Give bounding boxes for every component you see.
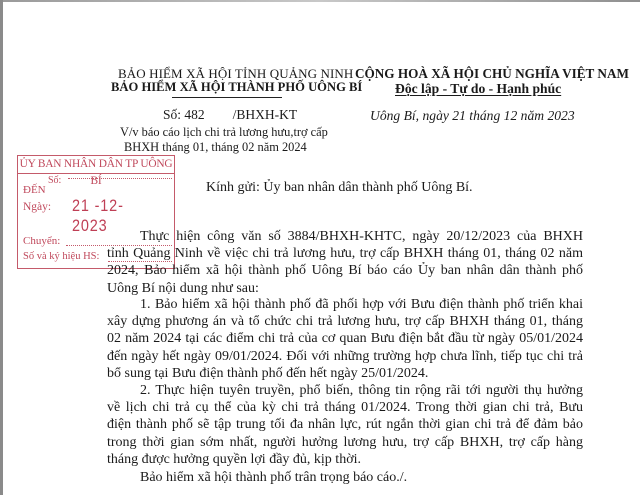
national-title: CỘNG HOÀ XÃ HỘI CHỦ NGHĨA VIỆT NAM — [355, 66, 629, 81]
stamp-forward-label: Chuyển: — [23, 235, 61, 247]
item-2-line: 2. Thực hiện tuyên truyền, phổ biến, thông tin rộng rãi tới người thụ hưởng — [140, 383, 583, 398]
item-1-line: bổ sung tại Bưu điện thành phố đến hết ngày 25/01/2024. — [107, 365, 429, 381]
scan-edge-left — [0, 0, 3, 495]
stamp-date-label: Ngày: — [23, 201, 52, 213]
national-motto: Độc lập - Tự do - Hạnh phúc — [395, 81, 562, 96]
stamp-title: ỦY BAN NHÂN DÂN TP UÔNG BÍ — [19, 158, 173, 187]
stamp-received-date: 21 -12- 2023 — [72, 196, 124, 235]
parent-organization: BẢO HIỂM XÃ HỘI TỈNH QUẢNG NINH — [118, 66, 354, 81]
closing-line: Bảo hiểm xã hội thành phố trân trọng báo cáo./. — [140, 470, 408, 485]
doc-number-prefix: Số: — [163, 107, 182, 122]
item-1-paragraph — [107, 296, 583, 382]
doc-code: /BHXH-KT — [232, 107, 298, 122]
closing-paragraph — [107, 469, 583, 486]
scan-edge-top — [0, 0, 640, 2]
item-1-line: đến ngày hết ngày 09/01/2024. Đối với những trường hợp chưa lĩnh, tiếp tục chi trả — [107, 348, 583, 364]
place-and-date: Uông Bí, ngày 21 tháng 12 năm 2023 — [370, 108, 575, 123]
item-2-paragraph — [107, 382, 583, 468]
intro-line: 2024, Bảo hiểm xã hội thành phố Uông Bí báo cáo Ủy ban nhân dân thành phố — [107, 263, 583, 279]
issuing-organization: BẢO HIỂM XÃ HỘI THÀNH PHỐ UÔNG BÍ — [111, 80, 363, 94]
document-number — [163, 107, 297, 123]
subject-line-1: V/v báo cáo lịch chi trả lương hưu,trợ cấp — [120, 125, 328, 139]
stamp-received-label: ĐẾN — [23, 184, 46, 196]
organization-underline — [172, 97, 282, 98]
recipient-greeting: Kính gửi: Ủy ban nhân dân thành phố Uông Bí. — [206, 180, 473, 195]
doc-number-value: 482 — [184, 107, 205, 122]
item-2-line: về lịch chi trả cụ thể của kỳ chi trả tháng 01/2024. Trong thời gian chi trả, Bưu — [107, 400, 583, 416]
intro-paragraph — [107, 228, 583, 297]
item-2-line: tháng được hưởng quyền lợi đầy đủ, kịp thời. — [107, 451, 361, 467]
intro-line: tỉnh Quảng Ninh về việc chi trả lương hưu, trợ cấp BHXH tháng 01, tháng 02 năm — [107, 246, 583, 262]
item-1-line: xây dựng phương án và tổ chức chi trả lương hưu, trợ cấp BHXH tháng 01, tháng — [107, 314, 583, 330]
intro-line: Thực hiện công văn số 3884/BHXH-KHTC, ngày 20/12/2023 của BHXH — [140, 229, 583, 244]
item-1-line: 02 năm 2024 tại các điểm chi trả của cơ quan Bưu điện bắt đầu từ ngày 05/01/2024 — [107, 331, 583, 347]
item-2-line: điện thành phố sẽ tập trung tối đa nhân lực, rút ngắn thời gian chi trả để đảm bảo — [107, 417, 583, 433]
item-1-line: 1. Bảo hiểm xã hội thành phố đã phối hợp với Bưu điện thành phố triển khai — [140, 297, 583, 312]
stamp-file-label: Số và ký hiệu HS: — [23, 251, 100, 262]
stamp-number-label: Số: — [48, 175, 62, 186]
item-2-line: trong thời gian sớm nhất, người hưởng lương hưu, trợ cấp BHXH, trợ cấp hàng — [107, 434, 583, 450]
stamp-number-field — [68, 178, 172, 179]
subject-line-2: BHXH tháng 01, tháng 02 năm 2024 — [124, 140, 307, 154]
intro-line: Uông Bí nội dung như sau: — [107, 280, 259, 296]
